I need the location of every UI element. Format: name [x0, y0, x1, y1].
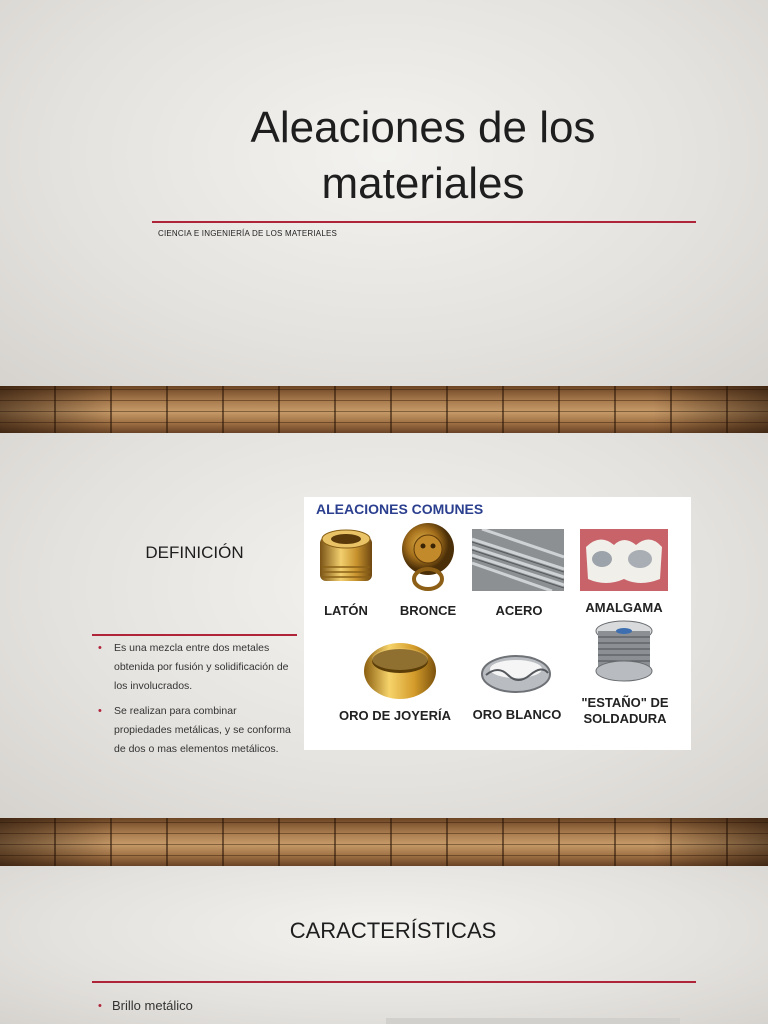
bullet-item [98, 702, 294, 759]
steel-bars-image [472, 529, 564, 591]
characteristics-heading: CARACTERÍSTICAS [289, 918, 497, 943]
alloy-label-amalgama: AMALGAMA [585, 600, 663, 615]
bullet-dot-icon: • [98, 642, 102, 654]
bullet-item [98, 997, 193, 1015]
alloy-label-estano [570, 695, 680, 727]
title-divider [152, 221, 696, 223]
alloy-label-estano-line1: "ESTAÑO" DE [581, 695, 669, 710]
gold-ring-image [360, 637, 440, 703]
white-gold-ring-image [478, 647, 554, 697]
bullet-text: Se realizan para combinar propiedades metálicas, y se conforma de dos o mas elementos metálicos. [114, 705, 291, 755]
slide-subtitle: CIENCIA E INGENIERÍA DE LOS MATERIALES [158, 229, 338, 238]
title-slide [0, 0, 768, 386]
characteristics-bullets [98, 997, 193, 1015]
wood-floor-divider [0, 818, 768, 866]
bullet-dot-icon: • [98, 705, 102, 717]
solder-spool-image [592, 617, 656, 683]
alloy-label-oro-blanco: ORO BLANCO [472, 707, 562, 722]
characteristics-divider [92, 981, 696, 983]
slide-title [150, 100, 696, 212]
title-line-1: Aleaciones de los [250, 103, 596, 152]
bullet-item [98, 639, 294, 696]
alloy-label-laton: LATÓN [324, 603, 368, 618]
definition-heading: DEFINICIÓN [145, 543, 244, 562]
dental-amalgam-image [580, 529, 668, 591]
alloy-label-estano-line2: SOLDADURA [583, 711, 667, 726]
alloys-panel-title: ALEACIONES COMUNES [316, 501, 484, 517]
alloy-label-oro-joyeria: ORO DE JOYERÍA [339, 708, 451, 723]
common-alloys-image [304, 497, 691, 750]
bullet-dot-icon: • [98, 1000, 102, 1012]
brass-fitting-image [310, 523, 382, 595]
characteristics-slide [0, 866, 768, 1024]
wood-floor-divider [0, 386, 768, 433]
alloy-label-acero: ACERO [495, 603, 543, 618]
definition-divider [92, 634, 297, 636]
definition-slide [0, 433, 768, 818]
definition-bullets [98, 639, 294, 765]
bullet-text: Brillo metálico [112, 998, 193, 1013]
bronze-lion-image [398, 521, 458, 593]
bullet-text: Es una mezcla entre dos metales obtenida por fusión y solidificación de los involucrados. [114, 642, 289, 692]
alloy-label-bronce: BRONCE [399, 603, 457, 618]
title-line-2: materiales [321, 159, 525, 208]
image-placeholder [386, 1018, 680, 1024]
